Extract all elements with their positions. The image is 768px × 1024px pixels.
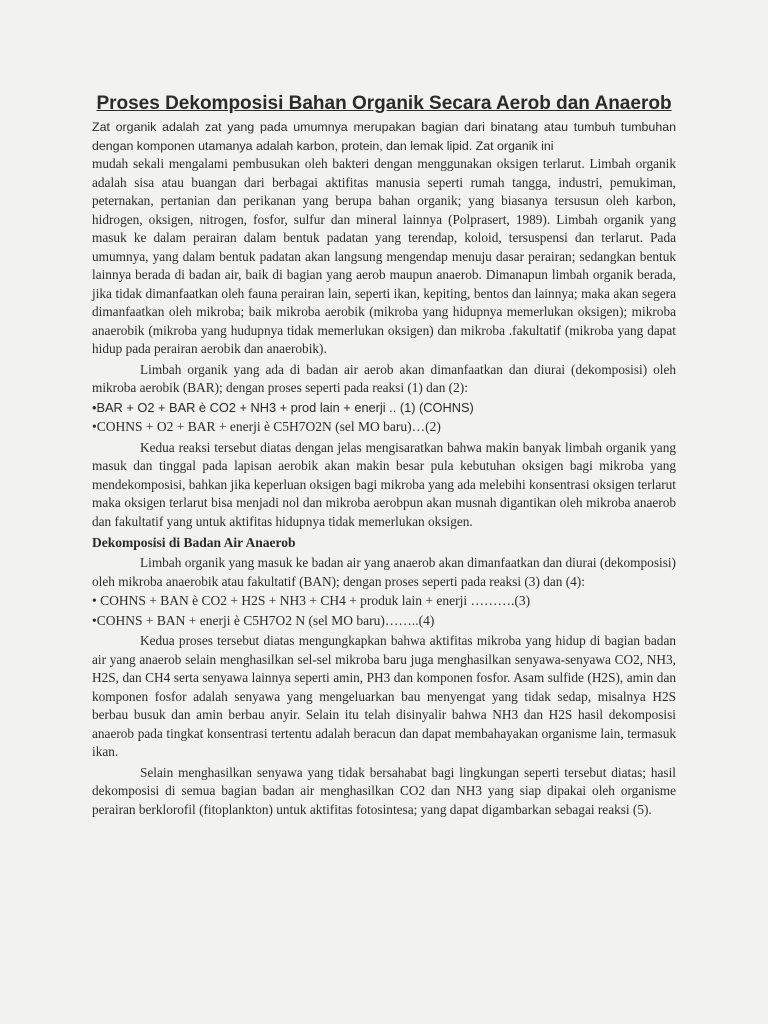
reaction-2: •COHNS + O2 + BAR + enerji è C5H7O2N (sel MO baru)…(2): [92, 419, 441, 434]
intro-paragraph-serif: mudah sekali mengalami pembusukan oleh bakteri dengan menggunakan oksigen terlarut. Limbah organik adalah sisa atau buangan dari berbagai aktifitas manusia seperti rumah tangga, industri, pemukiman, peternakan, pertanian dan perikanan yang berupa bahan organik; yang biasanya tersusun oleh karbon, hidrogen, oksigen, nitrogen, fosfor, sulfur dan mineral lainnya (Polprasert, 1989). Limbah organik yang masuk ke dalam perairan dalam bentuk padatan yang terendap, koloid, tersuspensi dan terlarut. Pada umumnya, yang dalam bentuk padatan akan langsung mengendap menuju dasar perairan; sedangkan bentuk lainnya berada di badan air, baik di bagian yang aerob maupun anaerob. Dimanapun limbah organik berada, jika tidak dimanfaatkan oleh fauna perairan lain, seperti ikan, kepiting, bentos dan lainnya; maka akan segera dimanfaatkan oleh mikroba; baik mikroba aerobik (mikroba yang hidupnya memerlukan oksigen); mikroba anaerobik (mikroba yang hudupnya tidak memerlukan oksigen) dan mikroba .fakultatif (mikroba yang dapat hidup pada perairan aerobik dan anaerobik).: [92, 156, 676, 356]
section-heading-anaerob: Dekomposisi di Badan Air Anaerob: [92, 535, 296, 550]
paragraph-selain: Selain menghasilkan senyawa yang tidak bersahabat bagi lingkungan seperti tersebut diatas; hasil dekomposisi di semua bagian badan air menghasilkan CO2 dan NH3 yang siap dipakai oleh organisme perairan berklorofil (fitoplankton) untuk aktifitas fotosintesa; yang dapat digambarkan sebagai reaksi (5).: [92, 764, 676, 817]
paragraph-kedua-reaksi: Kedua reaksi tersebut diatas dengan jelas mengisaratkan bahwa makin banyak limbah organik yang masuk dan tinggal pada lapisan aerobik akan makin besar pula kebutuhan oksigen bagi mikroba yang mendekomposisi, bahkan jika keperluan oksigen bagi mikroba yang ada melebihi konsentrasi oksigen terlarut maka oksigen terlarut bisa menjadi nol dan mikroba aerobpun akan musnah digantikan oleh mikroba anaerob dan fakultatif yang untuk aktifitas hidupnya tidak memerlukan oksigen.: [92, 439, 676, 529]
reaction-4: •COHNS + BAN + enerji è C5H7O2 N (sel MO baru)……..(4): [92, 612, 435, 628]
reaction-1: •BAR + O2 + BAR è CO2 + NH3 + prod lain + enerji .. (1) (COHNS): [92, 399, 474, 415]
document-page: [92, 92, 676, 819]
reaction-3: • COHNS + BAN è CO2 + H2S + NH3 + CH4 + produk lain + enerji ……….(3): [92, 593, 531, 608]
paragraph-anaerob: Limbah organik yang masuk ke badan air yang anaerob akan dimanfaatkan dan diurai (dekomposisi) oleh mikroba anaerobik atau fakultatif (BAN); dengan proses seperti pada reaksi (3) dan (4):: [92, 555, 676, 589]
intro-paragraph-sans: Zat organik adalah zat yang pada umumnya merupakan bagian dari binatang atau tumbuh tumbuhan dengan komponen utamanya adalah karbon, protein, dan lemak lipid. Zat organik ini: [92, 120, 676, 153]
document-title: Proses Dekomposisi Bahan Organik Secara Aerob dan Anaerob: [96, 93, 672, 114]
paragraph-kedua-proses: Kedua proses tersebut diatas mengungkapkan bahwa aktifitas mikroba yang hidup di bagian badan air yang anaerob selain menghasilkan sel-sel mikroba baru juga menghasilkan senyawa-senyawa CO2, NH3, H2S, dan CH4 serta senyawa lainnya seperti amin, PH3 dan komponen fosfor. Asam sulfide (H2S), amin dan komponen fosfor adalah senyawa yang mengeluarkan bau menyengat yang tidak sedap, misalnya H2S berbau busuk dan amin berbau anyir. Selain itu telah disinyalir bahwa NH3 dan H2S hasil dekomposisi anaerob pada tingkat konsentrasi tertentu adalah beracun dan dapat membahayakan organisme lain, termasuk ikan.: [92, 633, 676, 759]
paragraph-aerob: Limbah organik yang ada di badan air aerob akan dimanfaatkan dan diurai (dekomposisi) oleh mikroba aerobik (BAR); dengan proses seperti pada reaksi (1) dan (2):: [92, 361, 676, 395]
